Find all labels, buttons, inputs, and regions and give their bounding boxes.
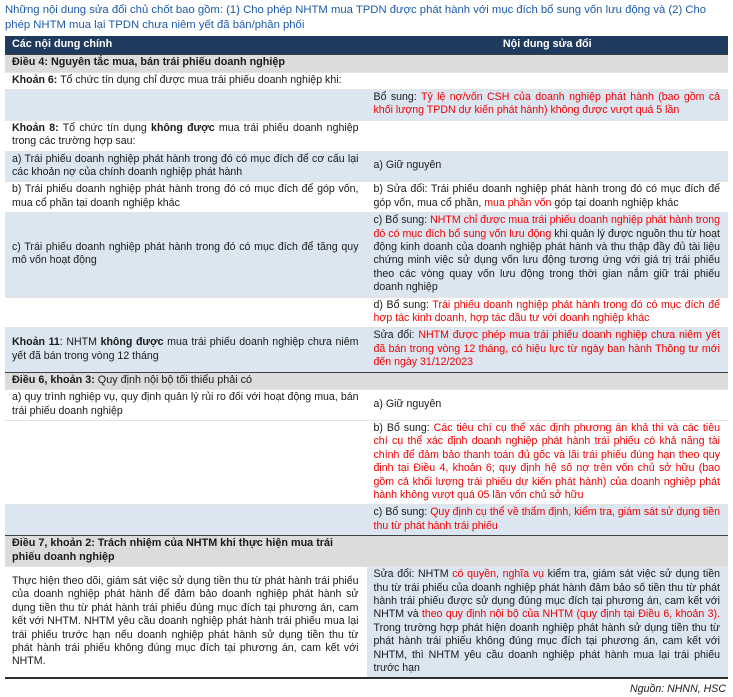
main-content-cell bbox=[5, 89, 367, 120]
intro-text: Những nội dung sửa đổi chủ chốt bao gồm: (1) Cho phép NHTM mua TPDN được phát hành với mục đích bổ sung vốn lưu động và (2) Cho phép NHTM mua lại TPDN chưa niêm yết đã bán/phân phối bbox=[5, 4, 707, 31]
column-header-amendments: Nội dung sửa đổi bbox=[367, 36, 729, 55]
text-segment: NHTM được phép mua trái phiếu doanh nghiệp chưa niêm yết đã bán trong vòng 12 tháng, có hiệu lực từ ngày ban hành Thông tư mới đến ngày 31/12/2023 bbox=[373, 329, 720, 369]
amendments-table bbox=[5, 36, 728, 679]
text-segment: d) Bổ sung: bbox=[373, 298, 433, 311]
text-segment: có quyền, nghĩa vụ bbox=[452, 568, 544, 581]
text-segment: c) Trái phiếu doanh nghiệp phát hành trong đó có mục đích để tăng quy mô vốn hoạt động bbox=[12, 240, 359, 267]
section-header-text bbox=[12, 537, 362, 564]
text-segment: mua trái phiếu doanh nghiệp trong các trường hợp sau: bbox=[12, 121, 359, 148]
column-header-main-contents: Các nội dung chính bbox=[5, 36, 367, 55]
section-header-row bbox=[5, 372, 728, 390]
table-row bbox=[5, 89, 728, 120]
text-segment: mua phần vốn bbox=[484, 196, 552, 209]
text-segment: không được bbox=[151, 121, 215, 134]
text-segment: b) Trái phiếu doanh nghiệp phát hành trong đó có mục đích để góp vốn, mua cổ phần tại doanh nghiệp khác bbox=[12, 183, 359, 209]
text-segment: khi quản lý được nguồn thu từ hoạt động kinh doanh của doanh nghiệp phát hành và thu thập đầy đủ tài liệu chứng minh việc sử dụng vốn lưu động tương ứng với giá trị trái phiếu theo các vòng quay vốn lưu động trong thời gian nắm giữ trái phiếu doanh nghiệp bbox=[373, 227, 721, 294]
text-segment: a) Giữ nguyên bbox=[373, 397, 442, 410]
section-header-cell bbox=[5, 372, 728, 390]
table-row bbox=[5, 420, 728, 504]
text-segment: Điều 4: Nguyên tắc mua, bán trái phiếu doanh nghiệp bbox=[12, 56, 285, 68]
text-segment: : NHTM bbox=[59, 336, 101, 349]
text-segment: kiểm tra, giám sát việc sử dụng tiền thu từ trái phiếu của doanh nghiệp phát hành đảm bảo số tiền thu từ phát hành trái phiếu được sử dụng đúng mục đích tại phương án, cam kết với NHTM và bbox=[373, 568, 720, 621]
table-row bbox=[5, 151, 728, 182]
text-segment: Tỷ lệ nợ/vốn CSH của doanh nghiệp phát hành (bao gồm cả khối lượng TPDN dự kiến phát hành) không được vượt quá 5 lần bbox=[373, 90, 721, 117]
amendment-cell bbox=[367, 420, 729, 504]
main-content-cell bbox=[5, 213, 367, 297]
text-segment: Tổ chức tín dụng chỉ được mua trái phiếu doanh nghiệp khi: bbox=[57, 73, 342, 86]
text-segment: theo quy định nội bộ của NHTM (quy định tại Điều 6, khoản 3). bbox=[421, 608, 721, 621]
amendment-cell bbox=[367, 89, 729, 120]
table-body bbox=[5, 55, 728, 679]
text-segment: Khoản 11 bbox=[12, 336, 60, 349]
text-segment: Sửa đổi: bbox=[373, 329, 419, 342]
text-segment: Trái phiếu doanh nghiệp phát hành trong đó có mục đích để hợp tác kinh doanh, hợp tác đầu tư với doanh nghiệp khác bbox=[373, 298, 721, 324]
text-segment: Thực hiện theo dõi, giám sát việc sử dụng tiền thu từ phát hành trái phiếu của doanh nghiệp phát hành để đảm bảo doanh nghiệp phát hành sử dụng tiền thu từ phát hành trái phiếu đúng mục đích tại phương án, cam kết với NHTM. NHTM yêu cầu doanh nghiệp phát hành trái phiếu mua lại trái phiếu trước hạn nếu doanh nghiệp phát hành sử dụng tiền thu từ phát hành trái phiếu không đúng mục đích tại phương án, cam kết với NHTM. bbox=[12, 574, 359, 668]
table-row bbox=[5, 390, 728, 421]
table-row bbox=[5, 567, 728, 679]
text-segment: c) Bổ sung: bbox=[373, 214, 431, 227]
text-segment: a) Trái phiếu doanh nghiệp phát hành trong đó có mục đích để cơ cấu lại các khoản nợ của chính doanh nghiệp phát hành bbox=[12, 152, 359, 178]
text-segment: góp tại doanh nghiệp khác bbox=[551, 196, 679, 209]
amendment-cell bbox=[367, 72, 729, 89]
text-segment: a) quy trình nghiệp vụ, quy định quản lý rủi ro đối với hoạt động mua, bán trái phiếu doanh nghiệp bbox=[12, 391, 359, 417]
amendment-cell bbox=[367, 328, 729, 372]
table-row bbox=[5, 120, 728, 151]
section-header-text bbox=[12, 374, 362, 388]
amendment-cell bbox=[367, 567, 729, 679]
table-row bbox=[5, 182, 728, 213]
amendment-cell bbox=[367, 297, 729, 328]
main-content-cell bbox=[5, 420, 367, 504]
text-segment: Trong trường hợp phát hiện doanh nghiệp phát hành sử dụng tiền thu từ phát hành trái phiếu không đúng mục đích tại phương án, cam kết với NHTM, thì NHTM yêu cầu doanh nghiệp phát hành mua lại trái phiếu trước hạn bbox=[373, 621, 720, 675]
main-content-cell bbox=[5, 297, 367, 328]
section-header-text bbox=[12, 56, 362, 70]
section-header-cell bbox=[5, 536, 728, 567]
text-segment: b) Sửa đổi: Trái phiếu doanh nghiệp phát hành trong đó có mục đích để góp vốn, mua cổ phần, bbox=[373, 183, 720, 209]
text-segment: Khoản 6: bbox=[12, 73, 58, 86]
main-content-cell bbox=[5, 567, 367, 679]
main-content-cell bbox=[5, 120, 367, 151]
text-segment: a) Giữ nguyên bbox=[373, 159, 442, 172]
section-header-cell bbox=[5, 55, 728, 73]
text-segment: mua trái phiếu doanh nghiệp chưa niêm yết đã bán trong vòng 12 tháng bbox=[12, 336, 359, 362]
table-header-row bbox=[5, 36, 728, 55]
text-segment: Quy định nội bộ tối thiểu phải có bbox=[94, 373, 253, 386]
text-segment: Khoản 8: bbox=[12, 121, 59, 134]
text-segment: Quy định cụ thể về thẩm định, kiểm tra, giám sát sử dụng tiền thu từ phát hành trái phiếu bbox=[373, 506, 720, 532]
text-segment: Điều 6, khoản 3: bbox=[12, 373, 95, 386]
table-row bbox=[5, 505, 728, 536]
main-content-cell bbox=[5, 505, 367, 536]
main-content-cell bbox=[5, 151, 367, 182]
section-header-row bbox=[5, 55, 728, 73]
amendment-cell bbox=[367, 505, 729, 536]
amendment-cell bbox=[367, 182, 729, 213]
text-segment: Tổ chức tín dụng bbox=[58, 121, 152, 134]
text-segment: Bổ sung: bbox=[373, 90, 421, 103]
text-segment: không được bbox=[100, 336, 164, 349]
text-segment: Các tiêu chí cụ thể xác định phương án khả thi và các tiêu chí cụ thể xác định doanh nghiệp phát hành trái phiếu có khả năng tài chính để đảm bảo thanh toán đủ gốc và lãi trái phiếu đúng hạn theo quy định tại Điều 4, khoản 6; quy định hệ số nợ trên vốn chủ sở hữu (bao gồm cả khối lượng trái phiếu dự kiến phát hành) của doanh nghiệp phát hành không vượt quá 05 lần vốn chủ sở hữu bbox=[373, 421, 720, 501]
section-header-row bbox=[5, 536, 728, 567]
table-header bbox=[5, 36, 728, 55]
main-content-cell bbox=[5, 328, 367, 372]
main-content-cell bbox=[5, 182, 367, 213]
table-row bbox=[5, 297, 728, 328]
text-segment: NHTM chỉ được mua trái phiếu doanh nghiệp phát hành trong đó có mục đích bổ sung vốn lưu động bbox=[373, 214, 720, 240]
amendment-cell bbox=[367, 120, 729, 151]
text-segment: Sửa đổi: NHTM bbox=[373, 568, 453, 581]
main-content-cell bbox=[5, 72, 367, 89]
text-segment: c) Bổ sung: bbox=[373, 506, 431, 519]
table-row bbox=[5, 213, 728, 297]
amendment-cell bbox=[367, 151, 729, 182]
amendment-cell bbox=[367, 390, 729, 421]
table-row bbox=[5, 328, 728, 372]
source-note: Nguồn: NHNN, HSC bbox=[630, 683, 726, 696]
table-row bbox=[5, 72, 728, 89]
amendment-cell bbox=[367, 213, 729, 297]
main-content-cell bbox=[5, 390, 367, 421]
text-segment: Điều 7, khoản 2: Trách nhiệm của NHTM khi thực hiện mua trái phiếu doanh nghiệp bbox=[12, 537, 333, 563]
text-segment: b) Bổ sung: bbox=[373, 421, 434, 434]
